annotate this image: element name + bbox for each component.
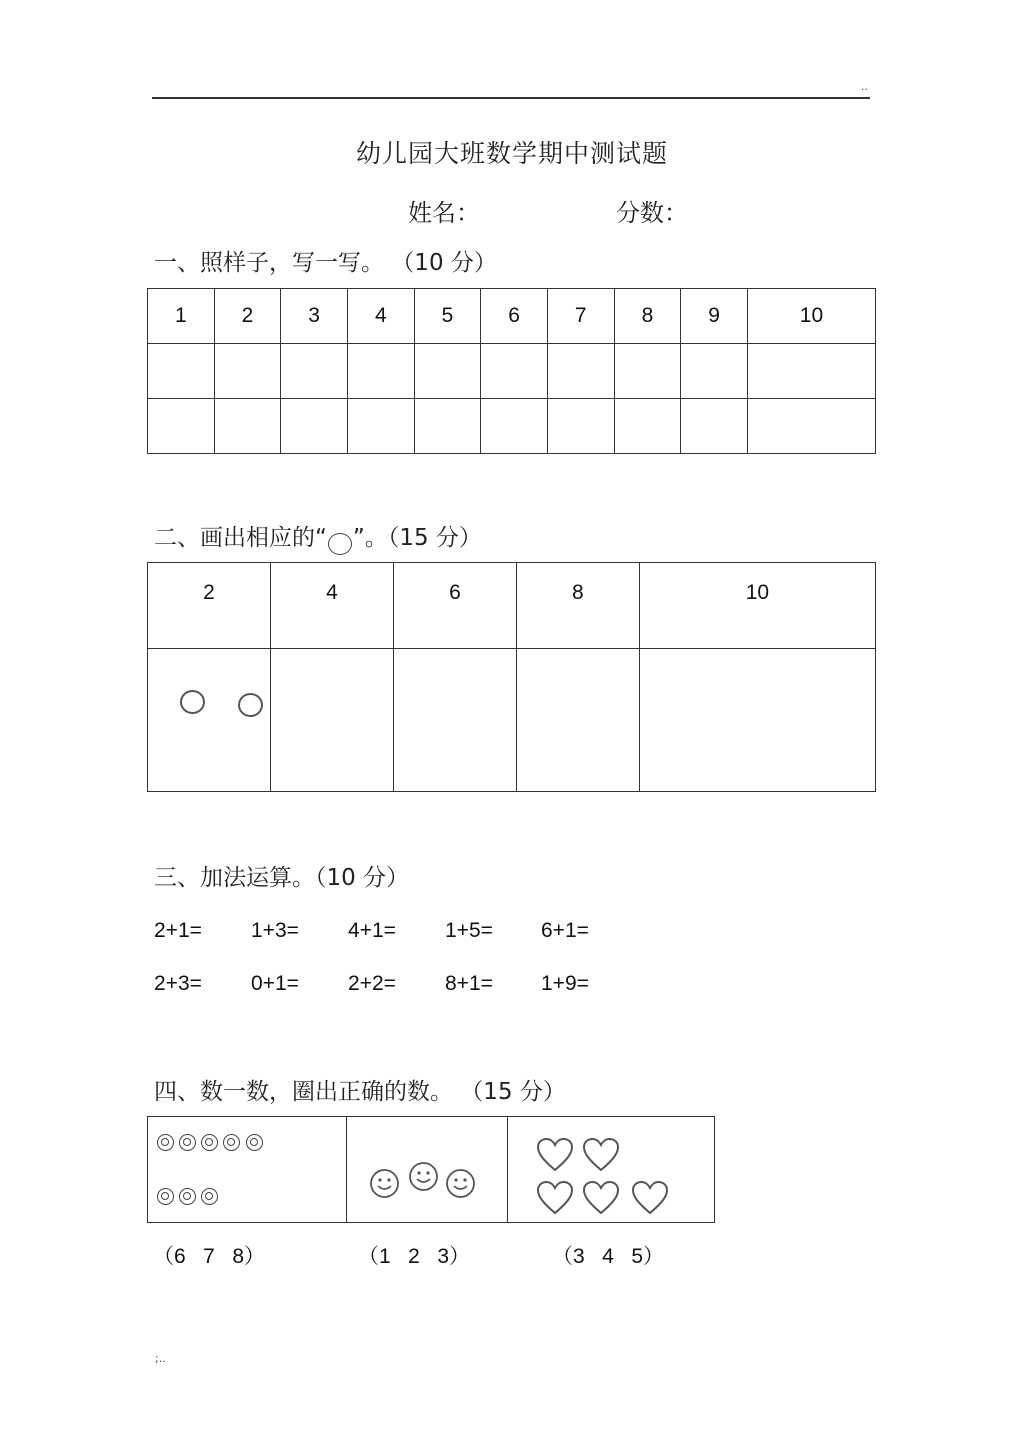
section4-heading: 四、数一数，圈出正确的数。 （15 分） bbox=[154, 1079, 566, 1105]
addition-problem: 4+1= bbox=[348, 919, 396, 942]
writing-cell[interactable] bbox=[614, 344, 681, 399]
writing-cell[interactable] bbox=[681, 399, 748, 454]
grid-number-cell: 8 bbox=[516, 563, 639, 649]
section1-heading: 一、照样子，写一写。 （10 分） bbox=[154, 250, 497, 276]
writing-cell[interactable] bbox=[281, 344, 348, 399]
grid-number-cell: 2 bbox=[148, 563, 271, 649]
section3-heading: 三、加法运算。（10 分） bbox=[154, 865, 410, 891]
writing-cell[interactable] bbox=[547, 344, 614, 399]
corner-mark: .. bbox=[861, 80, 868, 93]
counting-cell-circles bbox=[148, 1117, 347, 1223]
grid-number-cell: 5 bbox=[414, 289, 481, 344]
example-circle-icon bbox=[238, 693, 263, 717]
heart-outline-icon bbox=[631, 1180, 669, 1216]
section2-grid bbox=[147, 562, 876, 792]
grid-number-cell: 2 bbox=[214, 289, 281, 344]
addition-problem: 6+1= bbox=[541, 919, 589, 942]
name-label: 姓名： bbox=[408, 199, 480, 227]
grid-number-cell: 9 bbox=[681, 289, 748, 344]
grid-number-cell: 6 bbox=[481, 289, 548, 344]
answer-choices-hearts[interactable]: （3 4 5） bbox=[552, 1245, 665, 1268]
grid-number-cell: 1 bbox=[148, 289, 215, 344]
addition-problem: 1+3= bbox=[251, 919, 299, 942]
double-circle-icon bbox=[157, 1188, 174, 1205]
double-circle-icon bbox=[157, 1134, 174, 1151]
answer-choices-smileys[interactable]: （1 2 3） bbox=[358, 1245, 471, 1268]
heart-outline-icon bbox=[582, 1137, 620, 1173]
smiley-face-icon bbox=[445, 1168, 476, 1199]
drawing-cell[interactable] bbox=[516, 649, 639, 792]
heart-outline-icon bbox=[536, 1180, 574, 1216]
writing-cell[interactable] bbox=[148, 344, 215, 399]
writing-cell[interactable] bbox=[148, 399, 215, 454]
grid-number-cell: 4 bbox=[347, 289, 414, 344]
writing-cell[interactable] bbox=[547, 399, 614, 454]
circle-icon bbox=[328, 533, 352, 555]
section1-grid bbox=[147, 288, 876, 454]
grid-number-cell: 6 bbox=[393, 563, 516, 649]
header-rule bbox=[152, 97, 870, 99]
writing-cell[interactable] bbox=[347, 344, 414, 399]
addition-problem: 0+1= bbox=[251, 972, 299, 995]
addition-problem: 8+1= bbox=[445, 972, 493, 995]
addition-problem: 1+5= bbox=[445, 919, 493, 942]
writing-cell[interactable] bbox=[747, 344, 875, 399]
section2-heading bbox=[154, 519, 482, 555]
double-circle-icon bbox=[223, 1134, 240, 1151]
writing-cell[interactable] bbox=[414, 344, 481, 399]
writing-cell[interactable] bbox=[414, 399, 481, 454]
drawing-cell[interactable] bbox=[393, 649, 516, 792]
addition-problem: 2+2= bbox=[348, 972, 396, 995]
smiley-face-icon bbox=[408, 1161, 439, 1192]
writing-cell[interactable] bbox=[481, 399, 548, 454]
section2-heading-end: ”。（15 分） bbox=[352, 525, 482, 551]
writing-cell[interactable] bbox=[347, 399, 414, 454]
grid-number-cell: 10 bbox=[639, 563, 875, 649]
drawing-cell[interactable] bbox=[639, 649, 875, 792]
drawing-cell-example bbox=[148, 649, 271, 792]
grid-number-cell: 8 bbox=[614, 289, 681, 344]
section2-heading-start: 二、画出相应的“ bbox=[154, 525, 327, 551]
grid-number-cell: 10 bbox=[747, 289, 875, 344]
smiley-face-icon bbox=[369, 1168, 400, 1199]
double-circle-icon bbox=[246, 1134, 263, 1151]
addition-problem: 1+9= bbox=[541, 972, 589, 995]
addition-problem: 2+3= bbox=[154, 972, 202, 995]
footer-mark: ;.. bbox=[155, 1352, 166, 1365]
answer-choices-circles[interactable]: （6 7 8） bbox=[153, 1245, 266, 1268]
drawing-cell[interactable] bbox=[270, 649, 393, 792]
grid-number-cell: 4 bbox=[270, 563, 393, 649]
grid-number-cell: 3 bbox=[281, 289, 348, 344]
double-circle-icon bbox=[201, 1188, 218, 1205]
addition-problem: 2+1= bbox=[154, 919, 202, 942]
writing-cell[interactable] bbox=[614, 399, 681, 454]
writing-cell[interactable] bbox=[747, 399, 875, 454]
double-circle-icon bbox=[179, 1134, 196, 1151]
page-title: 幼儿园大班数学期中测试题 bbox=[355, 139, 668, 168]
double-circle-icon bbox=[179, 1188, 196, 1205]
writing-cell[interactable] bbox=[481, 344, 548, 399]
writing-cell[interactable] bbox=[281, 399, 348, 454]
double-circle-icon bbox=[201, 1134, 218, 1151]
score-label: 分数： bbox=[616, 199, 688, 227]
grid-number-cell: 7 bbox=[547, 289, 614, 344]
writing-cell[interactable] bbox=[214, 399, 281, 454]
writing-cell[interactable] bbox=[214, 344, 281, 399]
example-circle-icon bbox=[180, 690, 205, 714]
heart-outline-icon bbox=[536, 1137, 574, 1173]
writing-cell[interactable] bbox=[681, 344, 748, 399]
heart-outline-icon bbox=[582, 1180, 620, 1216]
